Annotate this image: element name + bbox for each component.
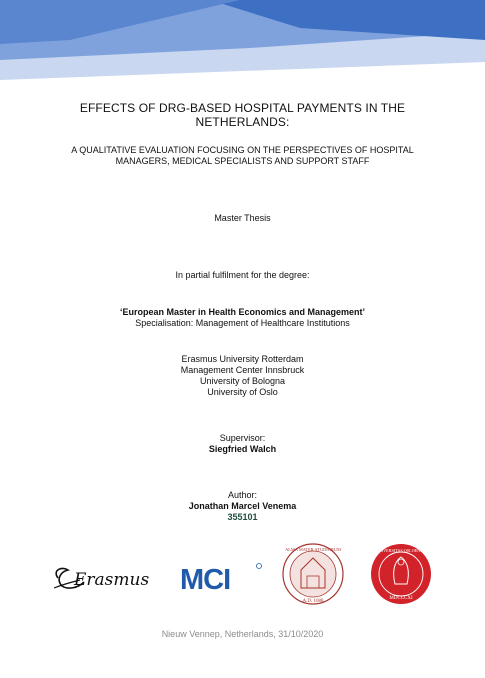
title-line-2: NETHERLANDS: (195, 115, 290, 129)
header-banner (0, 0, 485, 90)
partial-fulfilment-text: In partial fulfilment for the degree: (175, 270, 310, 280)
degree-block (0, 307, 485, 329)
university-item: University of Oslo (207, 387, 278, 397)
place-date-footer: Nieuw Vennep, Netherlands, 31/10/2020 (161, 629, 324, 639)
mci-logo (180, 564, 262, 597)
author-label: Author: (227, 490, 258, 500)
university-item: Erasmus University Rotterdam (181, 354, 304, 364)
university-item: Management Center Innsbruck (180, 365, 305, 375)
mci-logo-text: MCI (180, 564, 231, 596)
bologna-seal (283, 544, 343, 604)
author-block (0, 490, 485, 523)
bologna-seal-text: ALMA MATER STUDIORUM (285, 547, 341, 552)
oslo-seal-text: UNIVERSITAS OSLOENSIS (375, 548, 427, 553)
erasmus-logo-text: Erasmus (74, 570, 150, 590)
oslo-seal-year: MDCCCXI (389, 596, 413, 601)
registered-icon (257, 564, 262, 569)
university-logos (0, 540, 485, 610)
title-line-1: EFFECTS OF DRG-BASED HOSPITAL PAYMENTS IN THE (79, 101, 406, 115)
bologna-seal-year: A.D. 1088 (302, 599, 324, 604)
subtitle-line-1: A QUALITATIVE EVALUATION FOCUSING ON THE PERSPECTIVES OF HOSPITAL (71, 145, 414, 155)
erasmus-logo (54, 568, 149, 590)
student-number: 355101 (227, 512, 258, 522)
thesis-subtitle (0, 145, 485, 167)
oslo-seal (371, 544, 431, 604)
supervisor-label: Supervisor: (219, 433, 266, 443)
degree-name: ‘European Master in Health Economics and Management’ (119, 307, 366, 317)
subtitle-line-2: MANAGERS, MEDICAL SPECIALISTS AND SUPPORT STAFF (115, 156, 370, 166)
thesis-type: Master Thesis (214, 213, 271, 223)
university-item: University of Bologna (199, 376, 286, 386)
specialisation: Specialisation: Management of Healthcare Institutions (135, 318, 350, 328)
supervisor-name: Siegfried Walch (208, 444, 277, 454)
supervisor-block (0, 433, 485, 455)
universities-list (0, 354, 485, 398)
thesis-title (0, 101, 485, 129)
author-name: Jonathan Marcel Venema (188, 501, 297, 511)
